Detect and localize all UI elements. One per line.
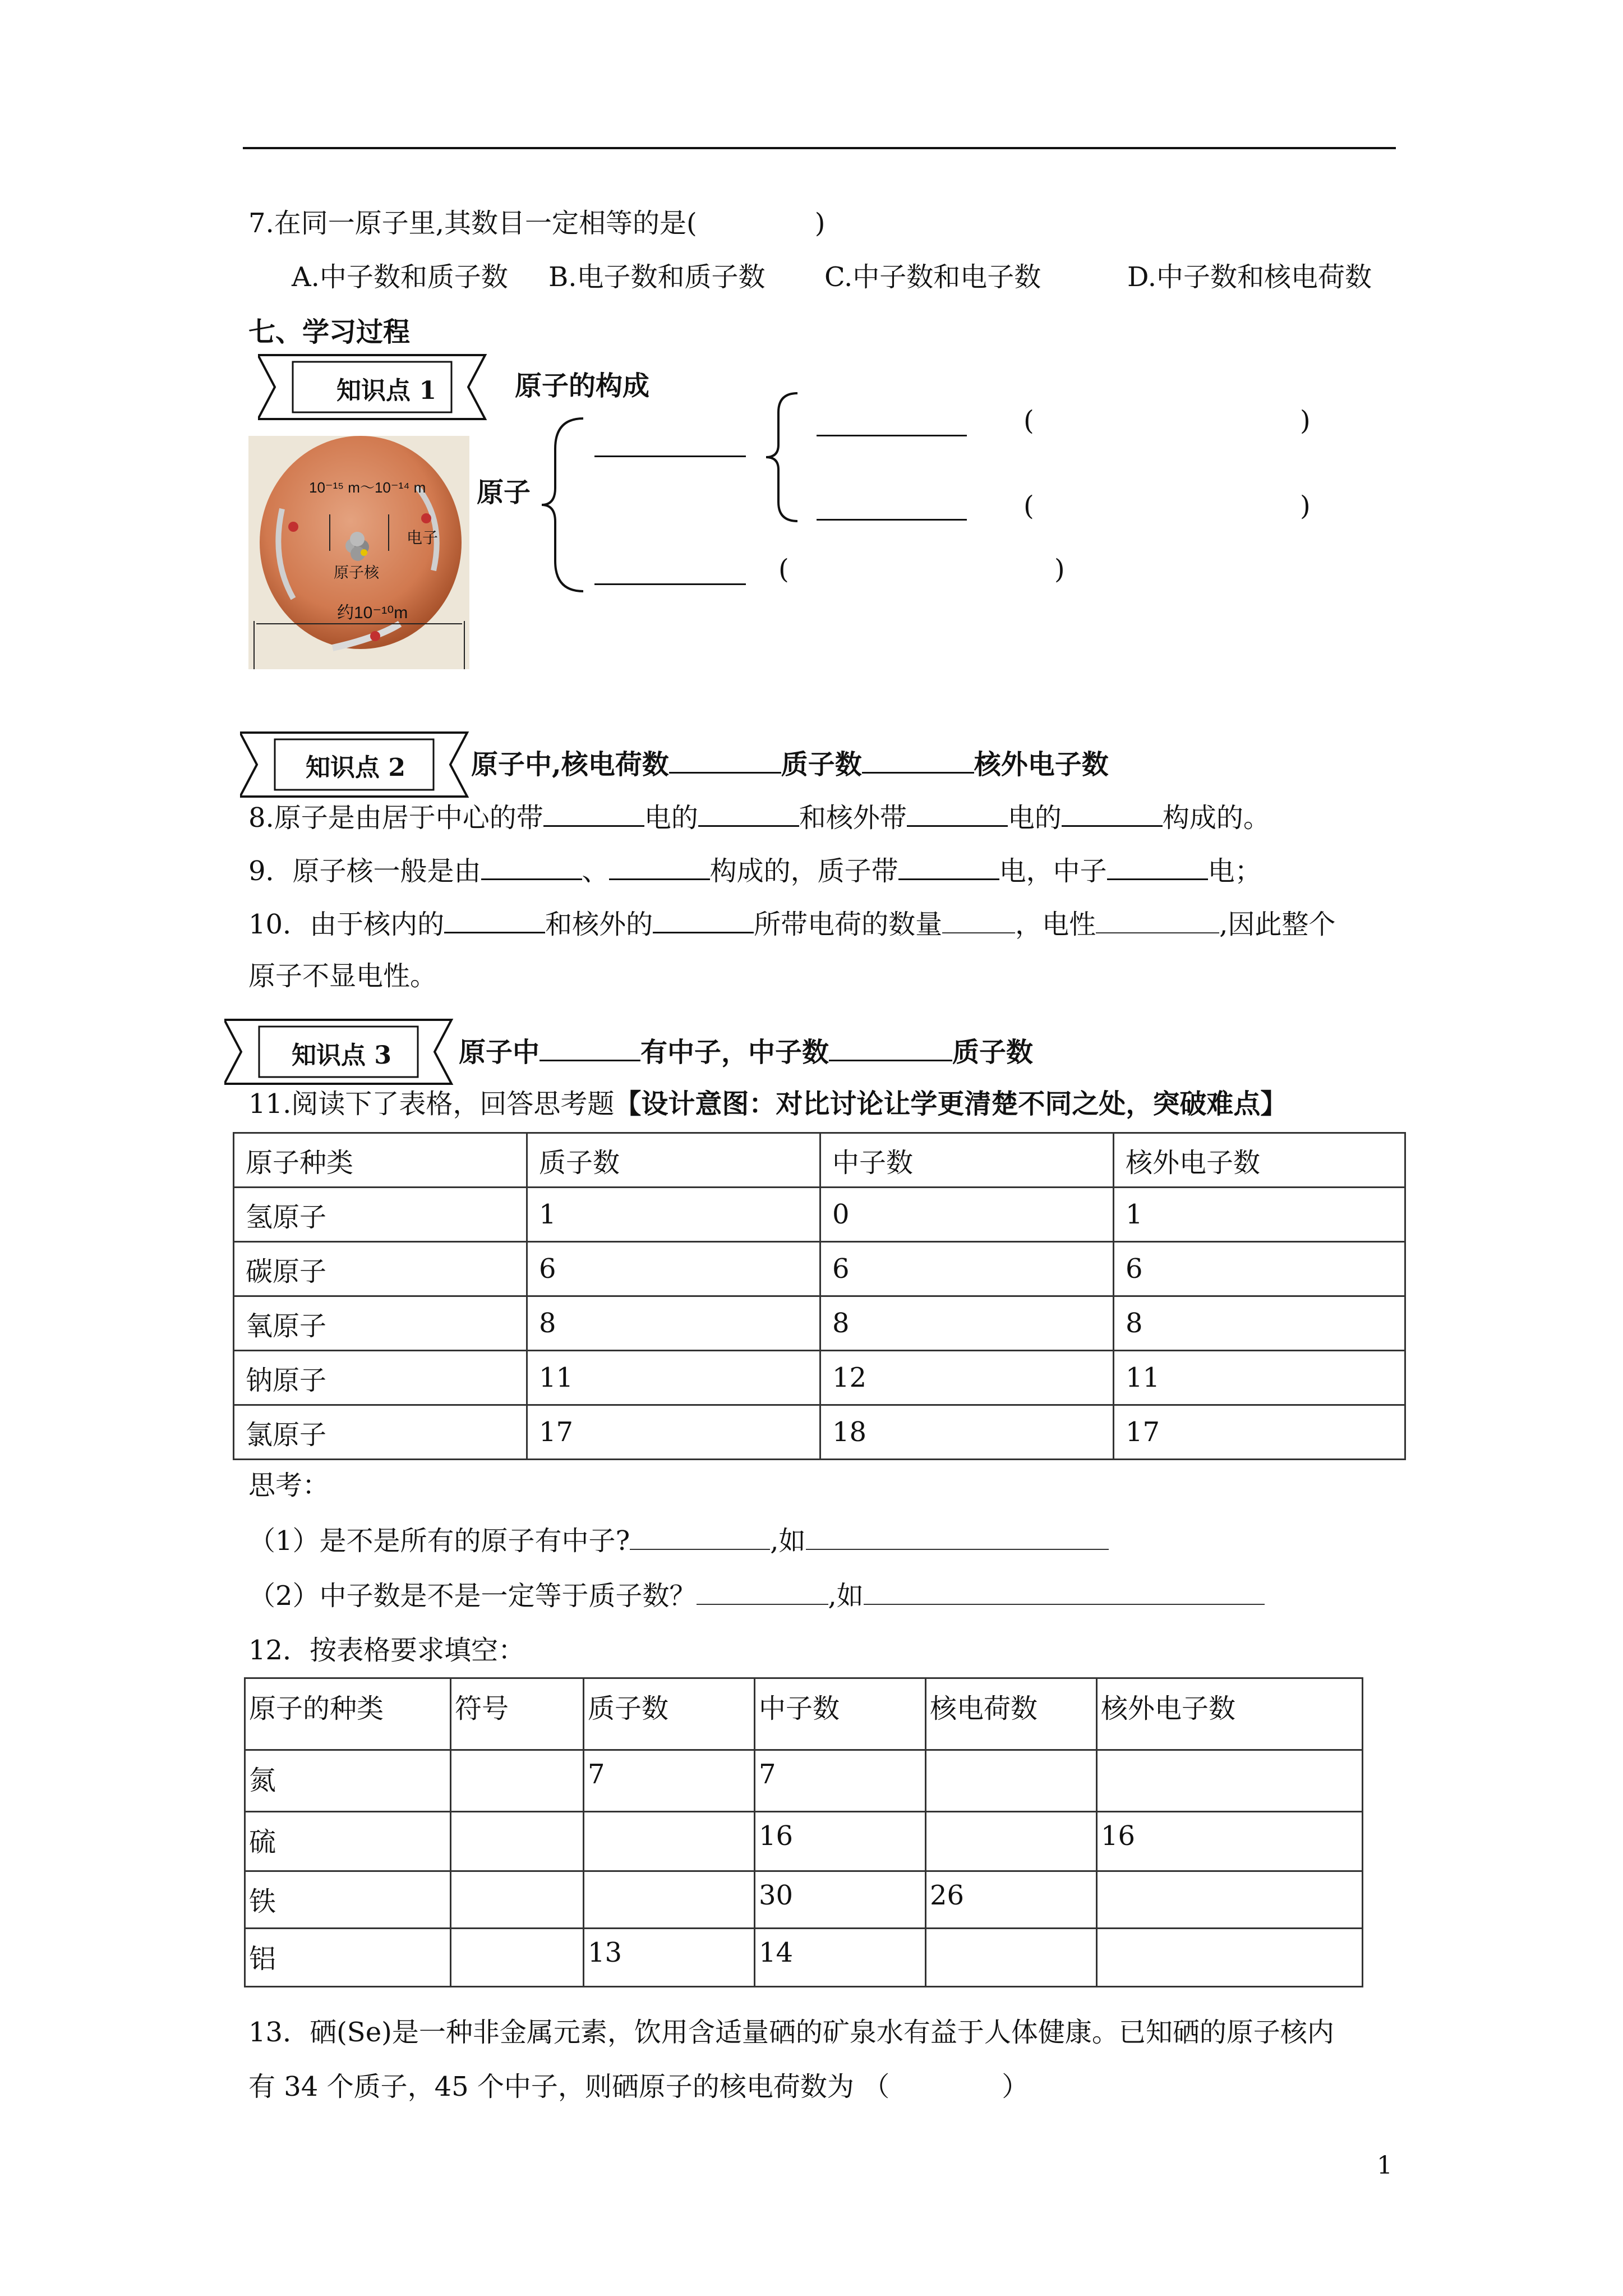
q13-line1: 13．硒(Se)是一种非金属元素，饮用含适量硒的矿泉水有益于人体健康。已知硒的原子核内	[248, 2017, 1334, 2048]
atom-diagram	[248, 436, 469, 669]
table-cell: 7	[584, 1750, 755, 1812]
table-cell: 17	[1114, 1405, 1405, 1460]
table-header-row	[234, 1133, 1405, 1188]
table-cell[interactable]	[584, 1812, 755, 1871]
atom-table	[233, 1132, 1406, 1460]
table-header-cell: 符号	[451, 1678, 584, 1750]
kp1-title: 原子的构成	[515, 370, 650, 402]
table-cell: 氯原子	[234, 1405, 527, 1460]
table-row	[234, 1351, 1405, 1405]
table-cell: 14	[755, 1929, 926, 1987]
paren-3-close: )	[1054, 554, 1065, 585]
atom-size-label: 约10⁻¹⁰m	[337, 604, 408, 622]
atom-word: 原子	[477, 477, 531, 508]
table-cell[interactable]	[451, 1871, 584, 1929]
q10-line2: 原子不显电性。	[248, 960, 437, 992]
table-cell[interactable]	[926, 1750, 1097, 1812]
q8: 8.原子是由居于中心的带 电的 和核外带 电的 构成的。	[248, 799, 1270, 835]
table-cell: 16	[755, 1812, 926, 1871]
table-cell: 铝	[245, 1929, 451, 1987]
table-cell: 16	[1097, 1812, 1363, 1871]
table-cell: 26	[926, 1871, 1097, 1929]
table-cell: 6	[527, 1242, 820, 1296]
atom-electron-label: 电子	[407, 529, 439, 546]
table-cell[interactable]	[926, 1929, 1097, 1987]
q7-option-b: B.电子数和质子数	[548, 261, 766, 293]
blank-atom-1[interactable]	[594, 455, 746, 457]
table-cell: 8	[820, 1296, 1114, 1351]
table-cell[interactable]	[451, 1750, 584, 1812]
table-cell: 11	[1114, 1351, 1405, 1405]
table-cell: 铁	[245, 1871, 451, 1929]
kp3-title: 原子中 有中子，中子数 质子数	[459, 1034, 1033, 1069]
table-cell: 12	[820, 1351, 1114, 1405]
table-cell: 7	[755, 1750, 926, 1812]
table-row	[245, 1750, 1363, 1812]
table-row	[234, 1405, 1405, 1460]
table-header-cell: 核外电子数	[1097, 1678, 1363, 1750]
q7-stem: 7.在同一原子里,其数目一定相等的是( )	[248, 208, 826, 239]
table-cell[interactable]	[1097, 1750, 1363, 1812]
table-cell: 13	[584, 1929, 755, 1987]
blank-nucleus-1[interactable]	[817, 435, 967, 436]
table-cell: 0	[820, 1188, 1114, 1242]
table-header-cell: 原子种类	[234, 1133, 527, 1188]
big-brace	[538, 415, 589, 595]
table-cell[interactable]	[451, 1929, 584, 1987]
kp2-title: 原子中,核电荷数 质子数 核外电子数	[471, 746, 1109, 781]
fill-table	[244, 1677, 1363, 1987]
table-cell[interactable]	[1097, 1871, 1363, 1929]
table-header-cell: 核电荷数	[926, 1678, 1097, 1750]
table-row	[245, 1929, 1363, 1987]
table-row	[245, 1812, 1363, 1871]
table-header-row	[245, 1678, 1363, 1750]
atom-nucleus-label: 原子核	[334, 564, 379, 581]
table-cell: 18	[820, 1405, 1114, 1460]
q7-option-d: D.中子数和核电荷数	[1127, 261, 1372, 293]
q7-option-a: A.中子数和质子数	[292, 261, 508, 293]
table-header-cell: 中子数	[820, 1133, 1114, 1188]
q10-line1: 10．由于核内的 和核外的 所带电荷的数量 ，电性 ,因此整个	[248, 906, 1335, 941]
table-cell[interactable]	[451, 1812, 584, 1871]
table-cell: 17	[527, 1405, 820, 1460]
table-cell: 硫	[245, 1812, 451, 1871]
table-header-cell: 原子的种类	[245, 1678, 451, 1750]
section-title: 七、学习过程	[248, 316, 411, 348]
table-cell: 1	[1114, 1188, 1405, 1242]
table-cell: 6	[1114, 1242, 1405, 1296]
think-q2: （2）中子数是不是一定等于质子数？ ,如	[248, 1578, 1265, 1613]
blank-atom-2[interactable]	[594, 583, 746, 585]
paren-1-close: )	[1300, 405, 1311, 436]
banner-kp2-label: 知识点 2	[306, 753, 405, 782]
table-cell: 8	[1114, 1296, 1405, 1351]
table-row	[234, 1242, 1405, 1296]
page-number: 1	[1377, 2151, 1393, 2180]
table-cell[interactable]	[1097, 1929, 1363, 1987]
table-cell: 氧原子	[234, 1296, 527, 1351]
paren-2-close: )	[1300, 490, 1311, 522]
table-cell: 碳原子	[234, 1242, 527, 1296]
table-row	[234, 1188, 1405, 1242]
table-cell: 氢原子	[234, 1188, 527, 1242]
paren-3-open: (	[778, 554, 789, 585]
q9: 9．原子核一般是由 、 构成的，质子带 电，中子 电；	[248, 853, 1262, 888]
table-cell: 钠原子	[234, 1351, 527, 1405]
q12-stem: 12．按表格要求填空：	[248, 1635, 525, 1666]
table-cell: 11	[527, 1351, 820, 1405]
atom-size-nucleus: 10⁻¹⁵ m～10⁻¹⁴ m	[309, 479, 426, 496]
table-row	[234, 1296, 1405, 1351]
table-header-cell: 质子数	[527, 1133, 820, 1188]
paren-2-open: (	[1023, 490, 1034, 522]
q11-stem: 11.阅读下了表格，回答思考题【设计意图：对比讨论让学更清楚不同之处，突破难点】	[248, 1088, 1288, 1120]
table-header-cell: 核外电子数	[1114, 1133, 1405, 1188]
table-cell: 8	[527, 1296, 820, 1351]
table-row	[245, 1871, 1363, 1929]
small-brace	[763, 390, 802, 524]
table-header-cell: 质子数	[584, 1678, 755, 1750]
table-header-cell: 中子数	[755, 1678, 926, 1750]
table-cell: 氮	[245, 1750, 451, 1812]
banner-kp1-label: 知识点 1	[336, 376, 436, 405]
banner-kp3-label: 知识点 3	[292, 1041, 391, 1070]
table-cell[interactable]	[584, 1871, 755, 1929]
table-cell[interactable]	[926, 1812, 1097, 1871]
paren-1-open: (	[1023, 405, 1034, 436]
q7-option-c: C.中子数和电子数	[824, 261, 1041, 293]
table-cell: 6	[820, 1242, 1114, 1296]
header-rule	[243, 147, 1396, 149]
think-q1: （1）是不是所有的原子有中子? ,如	[248, 1523, 1109, 1558]
atom-figure	[248, 436, 469, 669]
table-cell: 1	[527, 1188, 820, 1242]
table-cell: 30	[755, 1871, 926, 1929]
blank-nucleus-2[interactable]	[817, 519, 967, 521]
think-title: 思考：	[248, 1470, 330, 1501]
q13-line2: 有 34 个质子，45 个中子，则硒原子的核电荷数为 （ ）	[248, 2071, 1029, 2102]
